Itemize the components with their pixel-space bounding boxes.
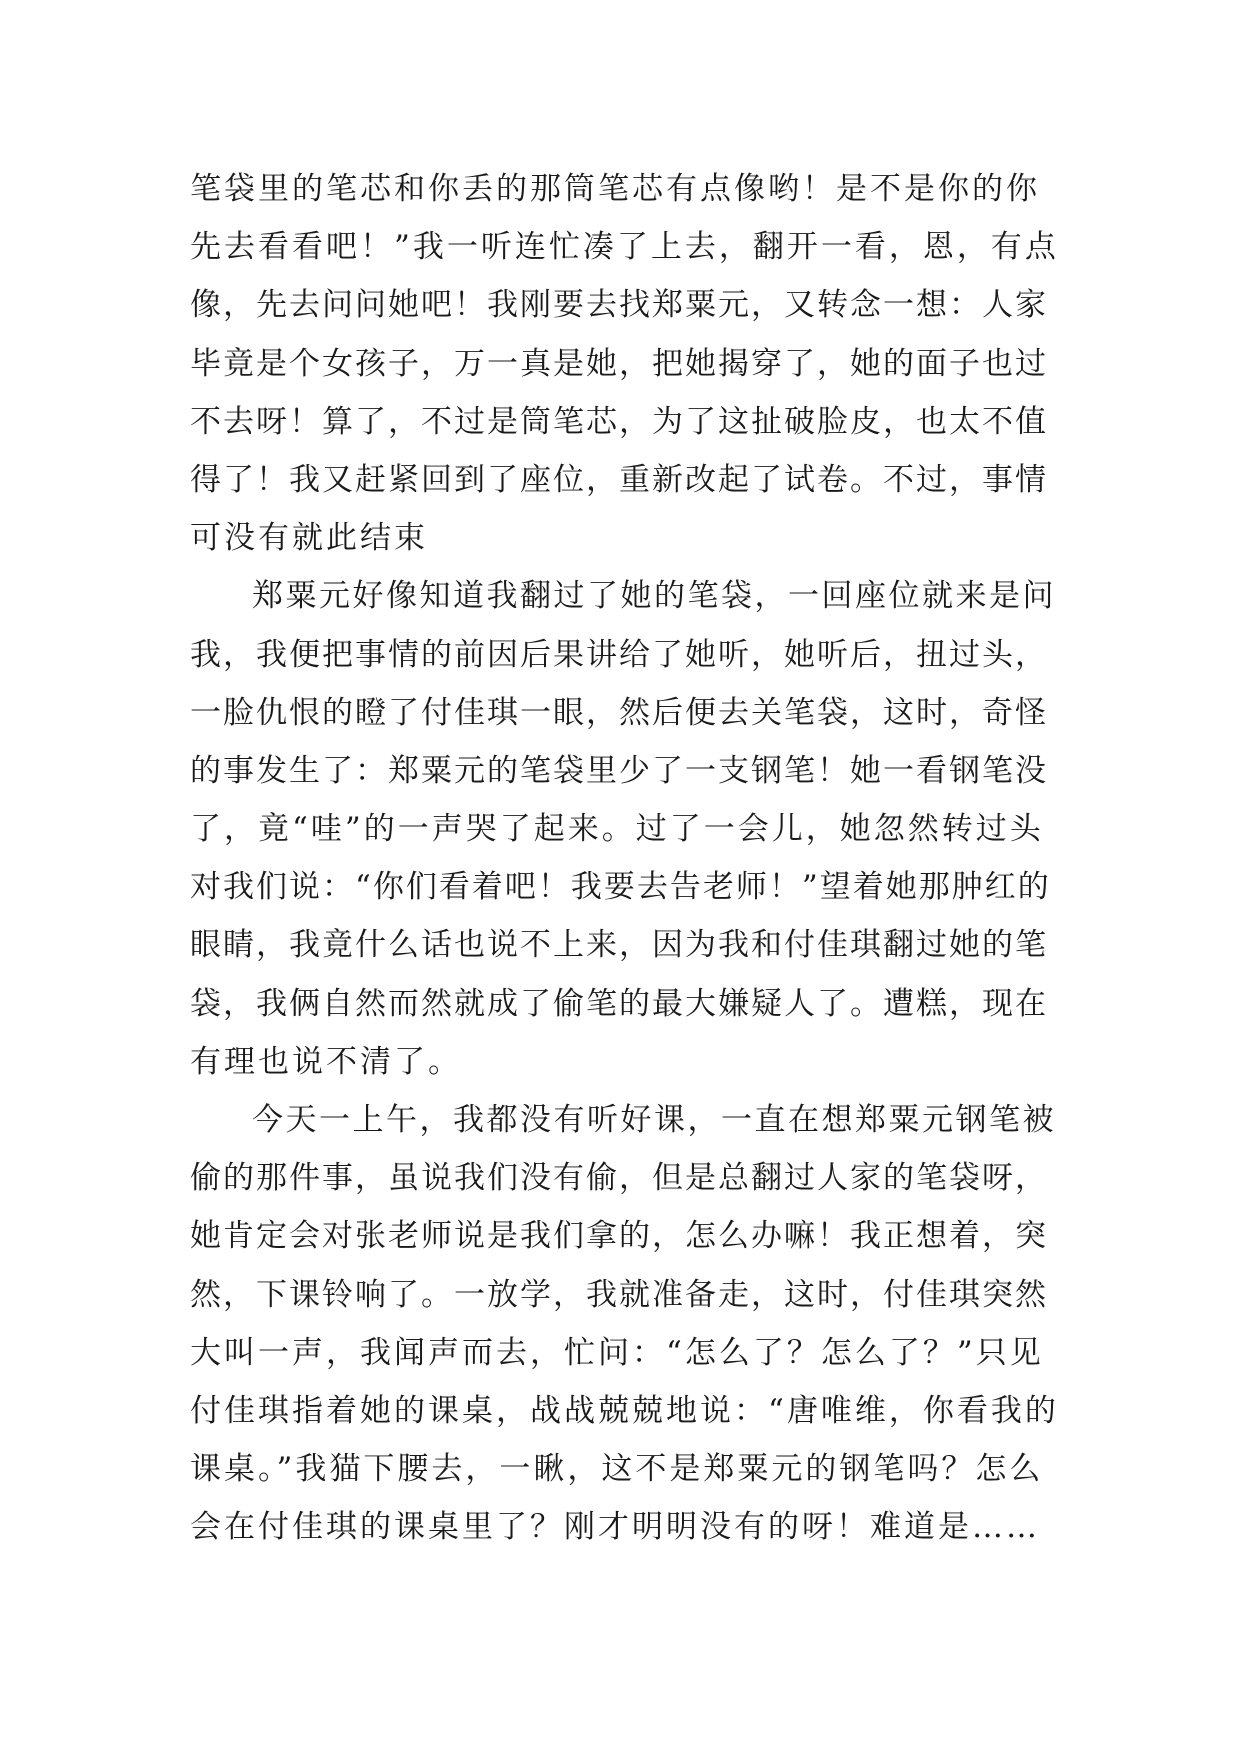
text-line: 有理也说不清了。 [190, 1043, 462, 1080]
paragraph-first-line: 今天一上午，我都没有听好课，一直在想郑粟元钢笔被 [252, 1102, 1056, 1138]
text-line: 眼睛，我竟什么话也说不上来，因为我和付佳琪翻过她的笔 [190, 927, 1048, 964]
text-line: 付佳琪指着她的课桌，战战兢兢地说：“唐唯维，你看我的 [190, 1392, 1059, 1429]
text-line: 课桌。”我猫下腰去，一瞅，这不是郑粟元的钢笔吗？怎么 [190, 1451, 1044, 1488]
text-line: 像，先去问问她吧！我刚要去找郑粟元，又转念一想：人家 [190, 287, 1048, 324]
text-line: 得了！我又赶紧回到了座位，重新改起了试卷。不过，事情 [190, 461, 1048, 498]
text-line: 会在付佳琪的课桌里了？刚才明明没有的呀！难道是…… [190, 1509, 1040, 1546]
text-line: 一脸仇恨的瞪了付佳琪一眼，然后便去关笔袋，这时，奇怪 [190, 694, 1048, 731]
text-line: 然，下课铃响了。一放学，我就准备走，这时，付佳琪突然 [190, 1276, 1048, 1313]
text-line: 袋，我俩自然而然就成了偷笔的最大嫌疑人了。遭糕，现在 [190, 985, 1048, 1022]
text-line: 她肯定会对张老师说是我们拿的，怎么办嘛！我正想着，突 [190, 1218, 1048, 1255]
text-line: 我，我便把事情的前因后果讲给了她听，她听后，扭过头， [190, 636, 1048, 673]
text-line: 不去呀！算了，不过是筒笔芯，为了这扯破脸皮，也太不值 [190, 403, 1048, 440]
paragraph-first-line: 郑粟元好像知道我翻过了她的笔袋，一回座位就来是问 [252, 578, 1056, 615]
text-line: 了，竟“哇”的一声哭了起来。过了一会儿，她忽然转过头 [190, 811, 1044, 848]
body-text [190, 160, 1060, 1557]
text-line: 先去看看吧！”我一听连忙凑了上去，翻开一看，恩，有点 [190, 229, 1059, 266]
text-line: 的事发生了：郑粟元的笔袋里少了一支钢笔！她一看钢笔没 [190, 752, 1048, 789]
text-line: 可没有就此结束 [190, 520, 428, 557]
text-line: 对我们说：“你们看着吧！我要去告老师！”望着她那肿红的 [190, 869, 1051, 906]
text-line: 偷的那件事，虽说我们没有偷，但是总翻过人家的笔袋呀， [190, 1160, 1048, 1197]
text-line: 笔袋里的笔芯和你丢的那筒笔芯有点像哟！是不是你的你 [190, 171, 1040, 207]
text-line: 大叫一声，我闻声而去，忙问：“怎么了？怎么了？”只见 [190, 1334, 1044, 1371]
text-line: 毕竟是个女孩子，万一真是她，把她揭穿了，她的面子也过 [190, 345, 1048, 382]
